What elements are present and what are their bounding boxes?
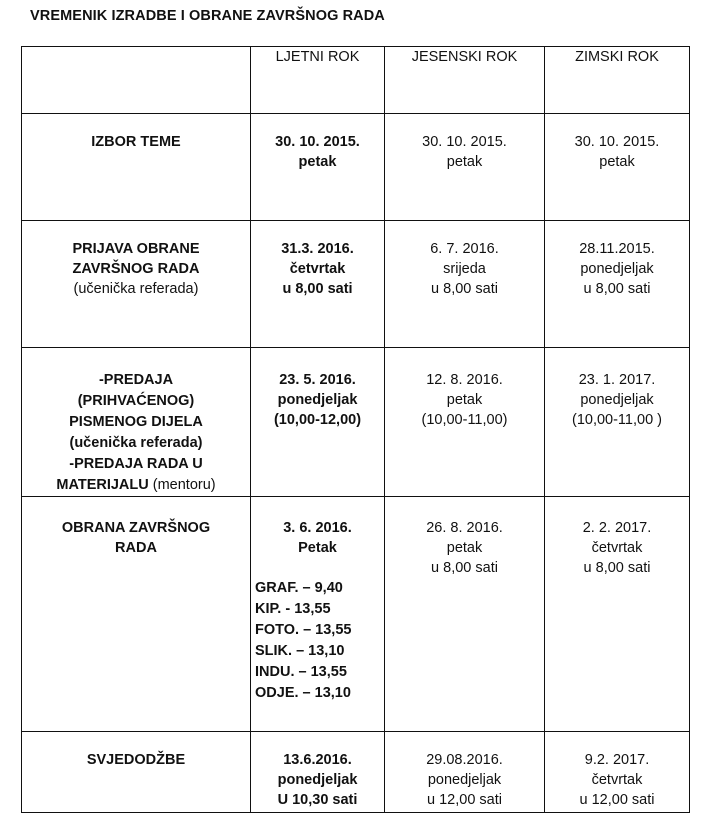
row-label: -PREDAJA (PRIHVAĆENOG) PISMENOG DIJELA (učenička referada) -PREDAJA RADA U MATERIJALU (mentoru) — [22, 348, 251, 497]
table-row-obrana — [22, 497, 690, 732]
cell-zimski: 30. 10. 2015. petak — [545, 114, 690, 221]
table-row-predaja — [22, 348, 690, 497]
row-label: OBRANA ZAVRŠNOG RADA — [22, 497, 251, 732]
table-row-izbor-teme — [22, 114, 690, 221]
cell-zimski: 2. 2. 2017. četvrtak u 8,00 sati — [545, 497, 690, 732]
cell-jesenski: 12. 8. 2016. petak (10,00-11,00) — [385, 348, 545, 497]
cell-zimski: 9.2. 2017. četvrtak u 12,00 sati — [545, 732, 690, 813]
cell-ljetni: 3. 6. 2016. Petak GRAF. – 9,40 KIP. - 13,55 FOTO. – 13,55 SLIK. – 13,10 INDU. – 13,55 ODJE. – 13,10 — [251, 497, 385, 732]
row-label: SVJEDODŽBE — [22, 732, 251, 813]
cell-zimski: 23. 1. 2017. ponedjeljak (10,00-11,00 ) — [545, 348, 690, 497]
cell-jesenski: 30. 10. 2015. petak — [385, 114, 545, 221]
header-row — [22, 47, 690, 114]
cell-ljetni: 31.3. 2016. četvrtak u 8,00 sati — [251, 221, 385, 348]
document-title: VREMENIK IZRADBE I OBRANE ZAVRŠNOG RADA — [30, 8, 385, 24]
cell-jesenski: 29.08.2016. ponedjeljak u 12,00 sati — [385, 732, 545, 813]
cell-jesenski: 6. 7. 2016. srijeda u 8,00 sati — [385, 221, 545, 348]
cell-zimski: 28.11.2015. ponedjeljak u 8,00 sati — [545, 221, 690, 348]
cell-ljetni: 23. 5. 2016. ponedjeljak (10,00-12,00) — [251, 348, 385, 497]
column-header-ljetni: LJETNI ROK — [251, 47, 385, 114]
table-row-svjedodzbe — [22, 732, 690, 813]
column-header-zimski: ZIMSKI ROK — [545, 47, 690, 114]
cell-jesenski: 26. 8. 2016. petak u 8,00 sati — [385, 497, 545, 732]
column-header-jesenski: JESENSKI ROK — [385, 47, 545, 114]
schedule-table — [21, 46, 690, 813]
cell-ljetni: 13.6.2016. ponedjeljak U 10,30 sati — [251, 732, 385, 813]
column-header-empty — [22, 47, 251, 114]
table-row-prijava-obrane — [22, 221, 690, 348]
row-label: IZBOR TEME — [22, 114, 251, 221]
cell-ljetni: 30. 10. 2015. petak — [251, 114, 385, 221]
department-times: GRAF. – 9,40 KIP. - 13,55 FOTO. – 13,55 SLIK. – 13,10 INDU. – 13,55 ODJE. – 13,10 — [255, 580, 352, 701]
row-label: PRIJAVA OBRANE ZAVRŠNOG RADA (učenička referada) — [22, 221, 251, 348]
